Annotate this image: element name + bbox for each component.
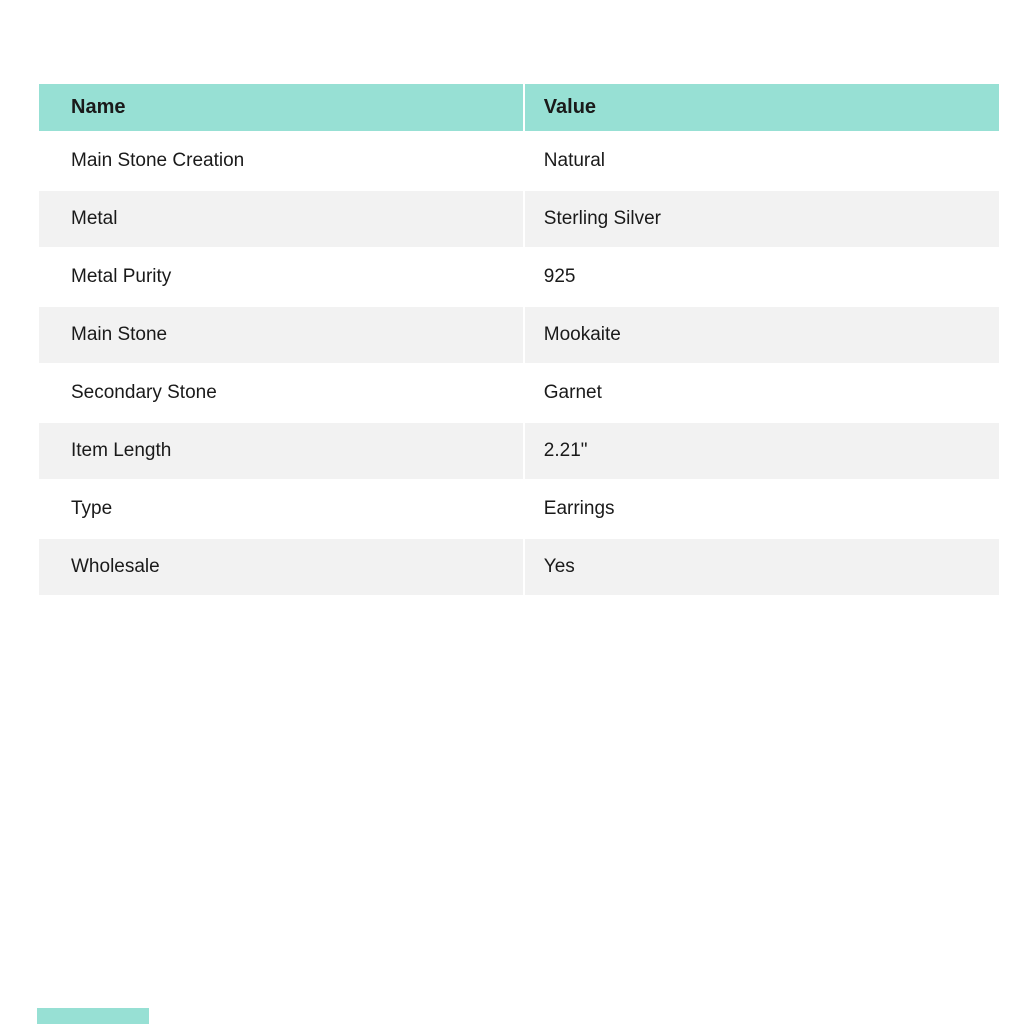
table-row: [39, 191, 999, 247]
value-cell: Mookaite: [525, 307, 999, 363]
value-cell: Garnet: [525, 365, 999, 421]
name-cell: Metal Purity: [39, 249, 523, 305]
table-row: [39, 423, 999, 479]
value-cell: 2.21": [525, 423, 999, 479]
item-specifics-table: [37, 82, 1001, 597]
name-cell: Wholesale: [39, 539, 523, 595]
table-header: [39, 84, 999, 131]
table-row: [39, 365, 999, 421]
value-cell: Sterling Silver: [525, 191, 999, 247]
partial-next-header-strip: [37, 1008, 149, 1024]
name-cell: Metal: [39, 191, 523, 247]
table-row: [39, 481, 999, 537]
value-cell: Natural: [525, 133, 999, 189]
table-row: [39, 133, 999, 189]
table-row: [39, 307, 999, 363]
name-cell: Type: [39, 481, 523, 537]
value-cell: 925: [525, 249, 999, 305]
table-row: [39, 539, 999, 595]
table-row: [39, 249, 999, 305]
name-cell: Main Stone Creation: [39, 133, 523, 189]
value-cell: Yes: [525, 539, 999, 595]
name-cell: Main Stone: [39, 307, 523, 363]
name-cell: Item Length: [39, 423, 523, 479]
header-row: [39, 84, 999, 131]
table-body: [39, 133, 999, 595]
header-cell-name: Name: [39, 84, 523, 131]
header-cell-value: Value: [525, 84, 999, 131]
value-cell: Earrings: [525, 481, 999, 537]
name-cell: Secondary Stone: [39, 365, 523, 421]
